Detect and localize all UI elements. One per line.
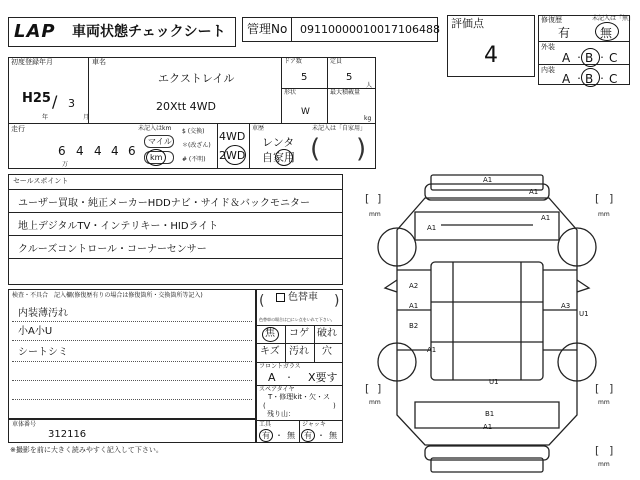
damage-mark: U1: [579, 310, 589, 318]
svg-text:[: [: [595, 444, 600, 457]
tools-no: 無: [287, 431, 295, 440]
svg-text:]: ]: [377, 382, 382, 395]
usage-rental: レンタ: [262, 136, 295, 149]
svg-text:]: ]: [609, 192, 614, 205]
car-name: エクストレイル: [158, 72, 235, 85]
gaiso-c: C: [609, 51, 618, 65]
sheet-title: 車両状態チェックシート: [72, 24, 226, 40]
damage-mark: B1: [485, 410, 495, 418]
mileage-digit: 4: [94, 144, 102, 158]
unit-note: 未記入はkm: [138, 125, 172, 132]
circle-mark: [581, 68, 600, 87]
shape-value: W: [301, 107, 310, 117]
drive-2wd: 2WD: [219, 149, 246, 162]
jack-label: ジャッキ: [302, 421, 326, 428]
interior-cell: 穴: [322, 346, 332, 357]
logo: LAP: [14, 21, 56, 42]
shufuku-note: 未記入は「無」: [592, 15, 635, 22]
chassis-label: 車体番号: [12, 421, 37, 428]
tread-unit: mm: [598, 211, 610, 218]
capacity-value: 5: [346, 72, 353, 83]
mileage-digit: 6: [128, 144, 136, 158]
usage-note: 未記入は「自家用」: [312, 125, 367, 132]
shape-label: 形状: [284, 89, 297, 96]
svg-text:]: ]: [609, 382, 614, 395]
gaiso-label: 外装: [541, 43, 555, 51]
color-change-checkbox: [276, 293, 285, 302]
sales-line: 地上デジタルTV・インテリキー・HIDライト: [18, 221, 219, 232]
damage-mark: A1: [483, 176, 493, 184]
chassis-number: 312116: [48, 429, 87, 440]
color-change-label: 色替車: [288, 292, 318, 303]
damage-mark: A1: [529, 188, 539, 196]
first-reg-label: 初度登録年月: [11, 58, 53, 66]
damage-mark: A1: [427, 224, 437, 232]
shufuku-yes: 有: [558, 26, 571, 40]
mileage-label: 走行: [11, 125, 25, 133]
tools-label: 工具: [259, 421, 272, 428]
sales-label: セールスポイント: [13, 177, 69, 185]
circle-mark: [262, 327, 279, 342]
kanri-number: 09110000010017106488: [300, 23, 440, 36]
damage-mark: A1: [541, 214, 551, 222]
tread-unit: mm: [598, 399, 610, 406]
damage-mark: A3: [561, 302, 571, 310]
interior-cell: 破れ: [317, 328, 337, 339]
drive-4wd: 4WD: [219, 130, 246, 143]
gaiso-a: A: [562, 51, 571, 65]
spare-tire-opts: T・修理kit・欠・ス: [268, 393, 331, 401]
jack-no: 無: [329, 431, 337, 440]
shufuku-no: 無: [600, 26, 613, 40]
naiso-c: C: [609, 72, 618, 86]
front-glass-x: X要す: [308, 371, 338, 384]
doors-label: ドア数: [284, 58, 302, 65]
chassis-box: [8, 419, 256, 443]
circle-mark: [259, 429, 273, 442]
color-change-note: 色替車の場合は□にレ点をいれて下さい。: [259, 317, 335, 322]
tread-unit: mm: [598, 461, 610, 468]
front-glass-a: A: [268, 371, 276, 384]
footer-note: ※撮影を前に大きく読みやすく記入して下さい。: [10, 446, 163, 454]
inspection-label: 検査・不具合 記入欄(修復歴有りの場合は修復箇所・交換箇所等記入): [12, 292, 203, 299]
tools-yes: 有: [262, 431, 270, 440]
first-reg-month: 3: [68, 97, 75, 110]
unit-km: km: [150, 153, 163, 162]
shufuku-label: 修復歴: [541, 16, 562, 24]
naiso-b: B: [585, 72, 594, 86]
interior-cell: コゲ: [289, 328, 309, 339]
tread-unit: mm: [369, 399, 381, 406]
naiso-a: A: [562, 72, 571, 86]
odo-opt: # (不明): [182, 156, 206, 163]
kanri-label: 管理No: [247, 22, 288, 36]
gaiso-b: B: [585, 51, 594, 65]
hyoka-value: 4: [484, 43, 498, 68]
svg-text:[: [: [595, 382, 600, 395]
tools-sep: ・: [275, 431, 283, 440]
mileage-digit: 4: [76, 144, 84, 158]
sales-line: ユーザー買取・純正メーカーHDDナビ・サイド＆バックモニター: [18, 198, 311, 209]
circle-mark: [581, 48, 600, 67]
inspection-line: 内装薄汚れ: [18, 308, 68, 319]
jack-sep: ・: [317, 431, 325, 440]
hyoka-label: 評価点: [451, 17, 484, 30]
svg-text:[: [: [595, 192, 600, 205]
interior-cell: 汚れ: [289, 346, 309, 357]
capacity-unit: 人: [366, 82, 373, 89]
damage-mark: A1: [427, 346, 437, 354]
inspection-line: シートシミ: [18, 347, 68, 358]
svg-text:[: [: [365, 382, 370, 395]
load-unit: kg: [364, 115, 372, 122]
spare-tire-label: スペアタイヤ: [259, 386, 295, 393]
circle-mark: [595, 22, 619, 41]
man-label: 万: [62, 161, 69, 168]
mileage-digit: 6: [58, 144, 66, 158]
first-reg-era: H25: [22, 91, 51, 106]
naiso-label: 内装: [541, 66, 555, 74]
usage-label: 車歴: [252, 125, 265, 132]
jack-yes: 有: [304, 431, 312, 440]
capacity-label: 定員: [330, 58, 343, 65]
damage-mark: U1: [489, 378, 499, 386]
damage-mark: A2: [409, 282, 419, 290]
odo-opt: $ (交換): [182, 128, 205, 135]
damage-mark: B2: [409, 322, 419, 330]
front-glass-label: フロントガラス: [259, 363, 301, 370]
circle-mark: [224, 145, 246, 165]
inspection-line: 小A小U: [18, 326, 53, 337]
doors-value: 5: [301, 72, 308, 83]
car-name-label: 車名: [92, 58, 106, 66]
odo-opt: ＊(改ざん): [182, 142, 211, 149]
usage-private: 自家用: [262, 151, 295, 164]
tread-unit: mm: [369, 211, 381, 218]
interior-cell: キズ: [260, 346, 280, 357]
interior-cell: 焦: [265, 328, 275, 339]
svg-text:]: ]: [377, 192, 382, 205]
svg-text:[: [: [365, 192, 370, 205]
sales-line: クルーズコントロール・コーナーセンサー: [18, 244, 207, 255]
svg-text:]: ]: [609, 444, 614, 457]
circle-mark: [275, 149, 293, 166]
car-body-diagram: [345, 170, 640, 480]
circle-mark: [146, 149, 166, 166]
load-label: 最大積載量: [330, 89, 361, 96]
damage-mark: A1: [409, 302, 419, 310]
mileage-digit: 4: [111, 144, 119, 158]
tsuki-label: 月: [83, 114, 90, 121]
car-grade: 20Xtt 4WD: [156, 100, 217, 113]
front-glass-sep: ・: [285, 373, 293, 382]
unit-mile: マイル: [148, 137, 172, 146]
damage-mark: A1: [483, 423, 493, 431]
remaining-label: 残り山：: [267, 410, 295, 418]
nen-label: 年: [42, 114, 49, 121]
circle-mark: [301, 429, 315, 442]
